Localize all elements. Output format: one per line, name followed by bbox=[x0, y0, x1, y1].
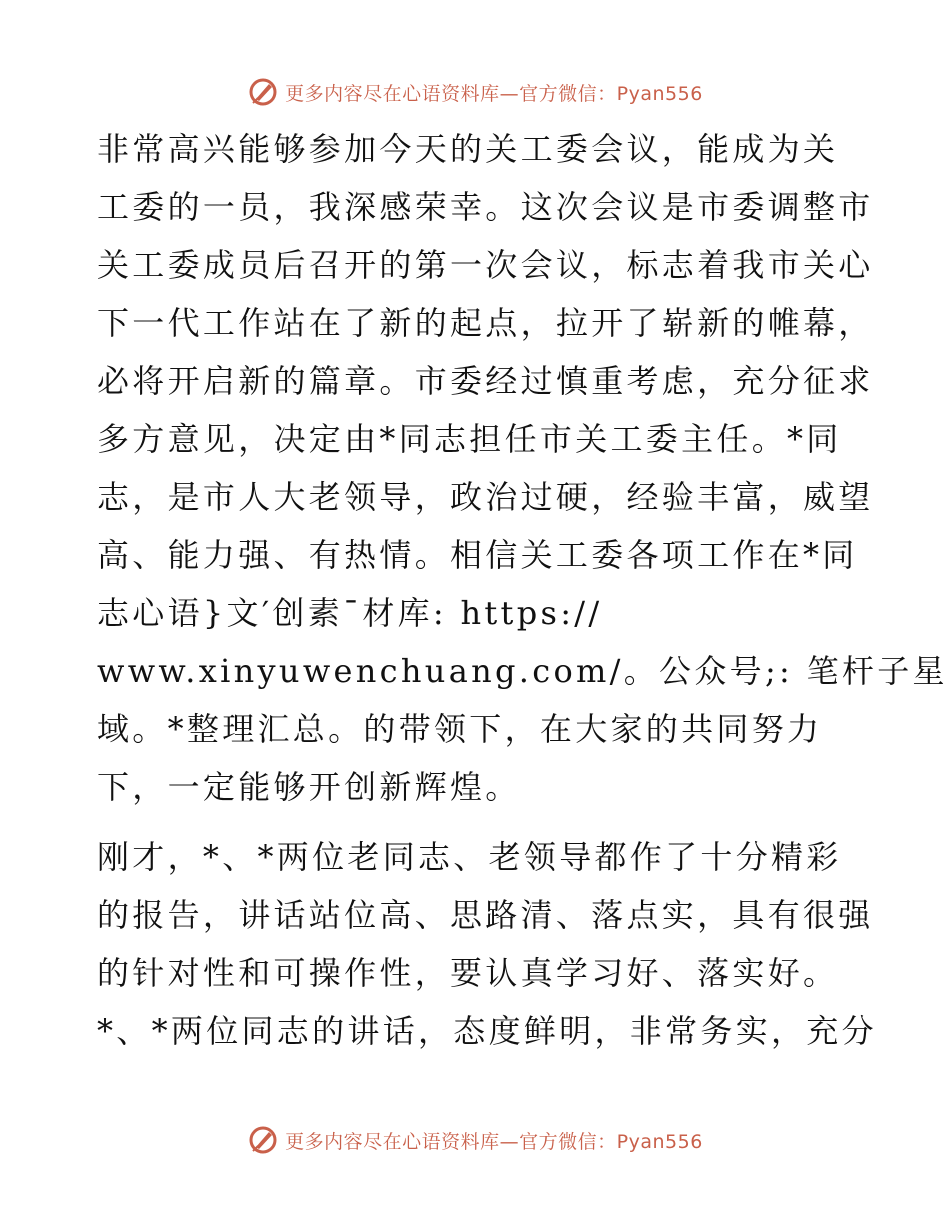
text-line: 必将开启新的篇章。市委经过慎重考虑，充分征求 bbox=[97, 362, 874, 400]
text-line: 非常高兴能够参加今天的关工委会议，能成为关 bbox=[97, 130, 839, 168]
text-line: 刚才，*、*两位老同志、老领导都作了十分精彩 bbox=[97, 838, 842, 876]
quill-logo-icon bbox=[247, 76, 279, 108]
footer-banner bbox=[0, 1120, 950, 1160]
text-line: 域。*整理汇总。的带领下，在大家的共同努力 bbox=[97, 710, 823, 748]
paragraph-gap bbox=[97, 816, 857, 828]
document-body bbox=[97, 120, 948, 1060]
text-line: 高、能力强、有热情。相信关工委各项工作在*同 bbox=[97, 536, 858, 574]
paragraph-1 bbox=[97, 120, 948, 816]
header-banner-text: 更多内容尽在心语资料库—官方微信：Pyan556 bbox=[285, 82, 703, 105]
text-line: 下，一定能够开创新辉煌。 bbox=[97, 768, 521, 806]
text-line: 志，是市人大老领导，政治过硬，经验丰富，威望 bbox=[97, 478, 874, 516]
text-line: *、*两位同志的讲话，态度鲜明，非常务实，充分 bbox=[97, 1012, 877, 1050]
paragraph-2 bbox=[97, 828, 877, 1060]
text-line: 志心语}文′创素¯材库: https:// bbox=[97, 594, 603, 632]
text-line: www.xinyuwenchuang.com/。公众号;: 笔杆子星 bbox=[97, 652, 948, 690]
text-line: 工委的一员，我深感荣幸。这次会议是市委调整市 bbox=[97, 188, 874, 226]
quill-logo-icon bbox=[247, 1124, 279, 1156]
text-line: 多方意见，决定由*同志担任市关工委主任。*同 bbox=[97, 420, 842, 458]
text-line: 关工委成员后召开的第一次会议，标志着我市关心 bbox=[97, 246, 874, 284]
text-line: 的针对性和可操作性，要认真学习好、落实好。 bbox=[97, 954, 839, 992]
header-banner bbox=[0, 72, 950, 112]
footer-banner-text: 更多内容尽在心语资料库—官方微信：Pyan556 bbox=[285, 1130, 703, 1153]
text-line: 下一代工作站在了新的起点，拉开了崭新的帷幕， bbox=[97, 304, 874, 342]
text-line: 的报告，讲话站位高、思路清、落点实，具有很强 bbox=[97, 896, 874, 934]
